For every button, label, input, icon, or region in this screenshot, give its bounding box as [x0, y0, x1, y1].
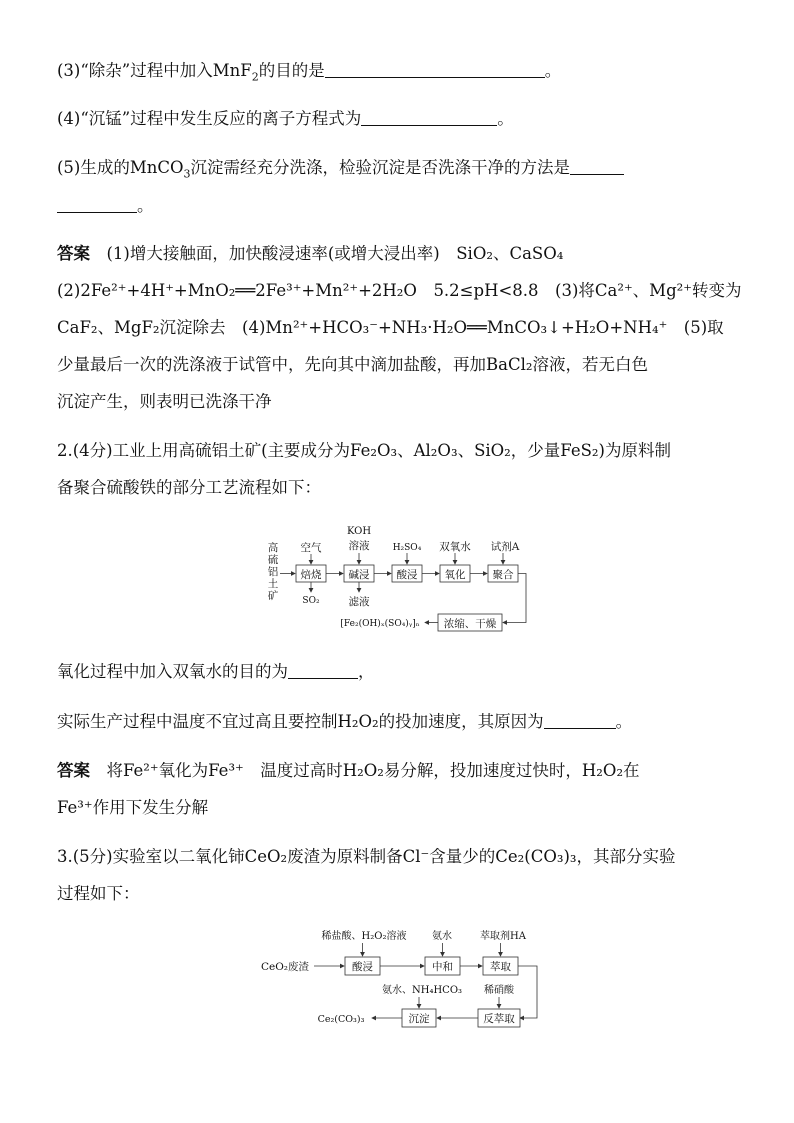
q1-3-text-post: 的目的是 — [258, 61, 325, 80]
q1-3-sub: 2 — [251, 70, 259, 84]
raw-material-char: 土 — [267, 578, 279, 590]
q1-5-text-post: 沉淀需经充分洗涤，检验沉淀是否洗涤干净的方法是 — [190, 158, 571, 177]
input-nitric-acid: 稀硝酸 — [484, 985, 514, 996]
answer-1-text: (1)增大接触面，加快酸浸速率(或增大浸出率) SiO₂、CaSO₄ — [106, 244, 564, 263]
input-h2so4: H₂SO₄ — [392, 543, 422, 553]
question-3-text: 过程如下： — [57, 884, 140, 903]
answer-label: 答案 — [57, 244, 90, 263]
box-acid-leach-label: 酸浸 — [352, 961, 373, 973]
box-precipitate-label: 沉淀 — [408, 1013, 430, 1025]
answer-1-text: 少量最后一次的洗涤液于试管中，先向其中滴加盐酸，再加BaCl₂溶液，若无白色 — [57, 355, 648, 374]
question-3-line-1 — [57, 846, 676, 868]
input-air: 空气 — [300, 542, 322, 554]
input-extractant: 萃取剂HA — [480, 931, 526, 942]
q1-5-text: (5)生成的MnCO — [57, 158, 184, 177]
question-2-line-2 — [57, 477, 321, 499]
input-ammonia: 氨水 — [432, 931, 452, 942]
product-cerium-carbonate: Ce₂(CO₃)₃ — [317, 1014, 365, 1025]
q1-3-text: (3)“除杂”过程中加入MnF — [57, 61, 252, 80]
q1-5-sub: 3 — [183, 167, 191, 181]
answer-2-text: Fe³⁺作用下发生分解 — [57, 798, 209, 817]
box-extract-label: 萃取 — [490, 961, 511, 973]
question-2-sub-1-text: 氧化过程中加入双氧水的目的为 — [57, 662, 288, 681]
box-oxidation-label: 氧化 — [444, 569, 466, 581]
question-2-text: 备聚合硫酸铁的部分工艺流程如下： — [57, 478, 321, 497]
answer-2-line-2 — [57, 797, 208, 819]
answer-label: 答案 — [57, 761, 90, 780]
answer-2-line-1 — [57, 760, 640, 782]
question-2-sub-2-text: 实际生产过程中温度不宜过高且要控制H₂O₂的投加速度，其原因为 — [57, 712, 544, 731]
q1-4-end: 。 — [497, 109, 514, 128]
raw-material-char: 铝 — [267, 566, 279, 578]
answer-1-line-4 — [57, 354, 648, 376]
question-2-sub-2 — [57, 711, 632, 733]
box-alkali-leach-label: 碱浸 — [348, 569, 370, 581]
raw-material-char: 硫 — [267, 554, 279, 566]
box-neutralize-label: 中和 — [432, 961, 453, 973]
input-h2o2: 双氧水 — [439, 541, 471, 553]
process-flow-diagram-2 — [252, 925, 552, 1034]
answer-1-line-2 — [57, 280, 741, 302]
box-concentrate-dry-label: 浓缩、干燥 — [443, 618, 497, 630]
box-roasting-label: 焙烧 — [300, 569, 322, 581]
process-flow-diagram-1 — [262, 520, 532, 639]
input-koh: KOH — [346, 526, 372, 537]
start-material: CeO₂废渣 — [260, 961, 310, 973]
answer-blank — [288, 662, 358, 679]
question-1-part-5 — [57, 157, 624, 179]
output-so2: SO₂ — [302, 596, 320, 606]
answer-1-text: CaF₂、MgF₂沉淀除去 (4)Mn²⁺+HCO₃⁻+NH₃·H₂O══MnCO₃↓+H₂O+NH₄⁺ (5)取 — [57, 318, 724, 337]
answer-blank — [325, 61, 545, 78]
question-1-part-5-cont — [57, 195, 154, 217]
question-1-part-3 — [57, 60, 561, 82]
input-koh-solution: 溶液 — [348, 540, 370, 552]
answer-blank — [570, 158, 624, 175]
input-acid-h2o2: 稀盐酸、H₂O₂溶液 — [321, 931, 407, 942]
answer-blank — [361, 109, 497, 126]
answer-1-line-1 — [57, 243, 563, 265]
answer-blank — [544, 712, 616, 729]
question-3-line-2 — [57, 883, 140, 905]
answer-1-text: (2)2Fe²⁺+4H⁺+MnO₂══2Fe³⁺+Mn²⁺+2H₂O 5.2≤pH<8.8 (3)将Ca²⁺、Mg²⁺转变为 — [57, 281, 742, 300]
q1-3-end: 。 — [544, 61, 562, 80]
answer-blank — [57, 196, 137, 213]
answer-1-line-5 — [57, 391, 272, 413]
raw-material-char: 矿 — [267, 590, 279, 602]
answer-1-line-3 — [57, 317, 724, 339]
question-2-line-1 — [57, 440, 671, 462]
q1-5-end: 。 — [137, 196, 154, 215]
box-acid-leach-label: 酸浸 — [396, 569, 418, 581]
question-1-part-4 — [57, 108, 514, 130]
question-2-sub-1 — [57, 661, 375, 683]
question-3-text: 3.(5分)实验室以二氧化铈CeO₂废渣为原料制备Cl⁻含量少的Ce₂(CO₃)₃，其部分实验 — [57, 847, 676, 866]
q1-4-text: (4)“沉锰”过程中发生反应的离子方程式为 — [57, 109, 362, 128]
question-2-text: 2.(4分)工业上用高硫铝土矿(主要成分为Fe₂O₃、Al₂O₃、SiO₂，少量FeS₂)为原料制 — [57, 441, 671, 460]
punctuation: ， — [358, 662, 375, 681]
answer-2-text: 将Fe²⁺氧化为Fe³⁺ 温度过高时H₂O₂易分解，投加速度过快时，H₂O₂在 — [106, 761, 640, 780]
box-back-extract-label: 反萃取 — [483, 1013, 515, 1025]
output-filtrate: 滤液 — [348, 596, 370, 608]
input-reagent-a: 试剂A — [490, 541, 520, 553]
box-polymerize-label: 聚合 — [492, 569, 514, 581]
product-polyferric-sulfate: [Fe₂(OH)ₓ(SO₄)ᵧ]ₙ — [340, 619, 420, 629]
input-ammonia-bicarbonate: 氨水、NH₄HCO₃ — [381, 985, 463, 996]
punctuation: 。 — [615, 712, 633, 731]
raw-material-char: 高 — [267, 542, 279, 554]
answer-1-text: 沉淀产生，则表明已洗涤干净 — [57, 392, 272, 411]
